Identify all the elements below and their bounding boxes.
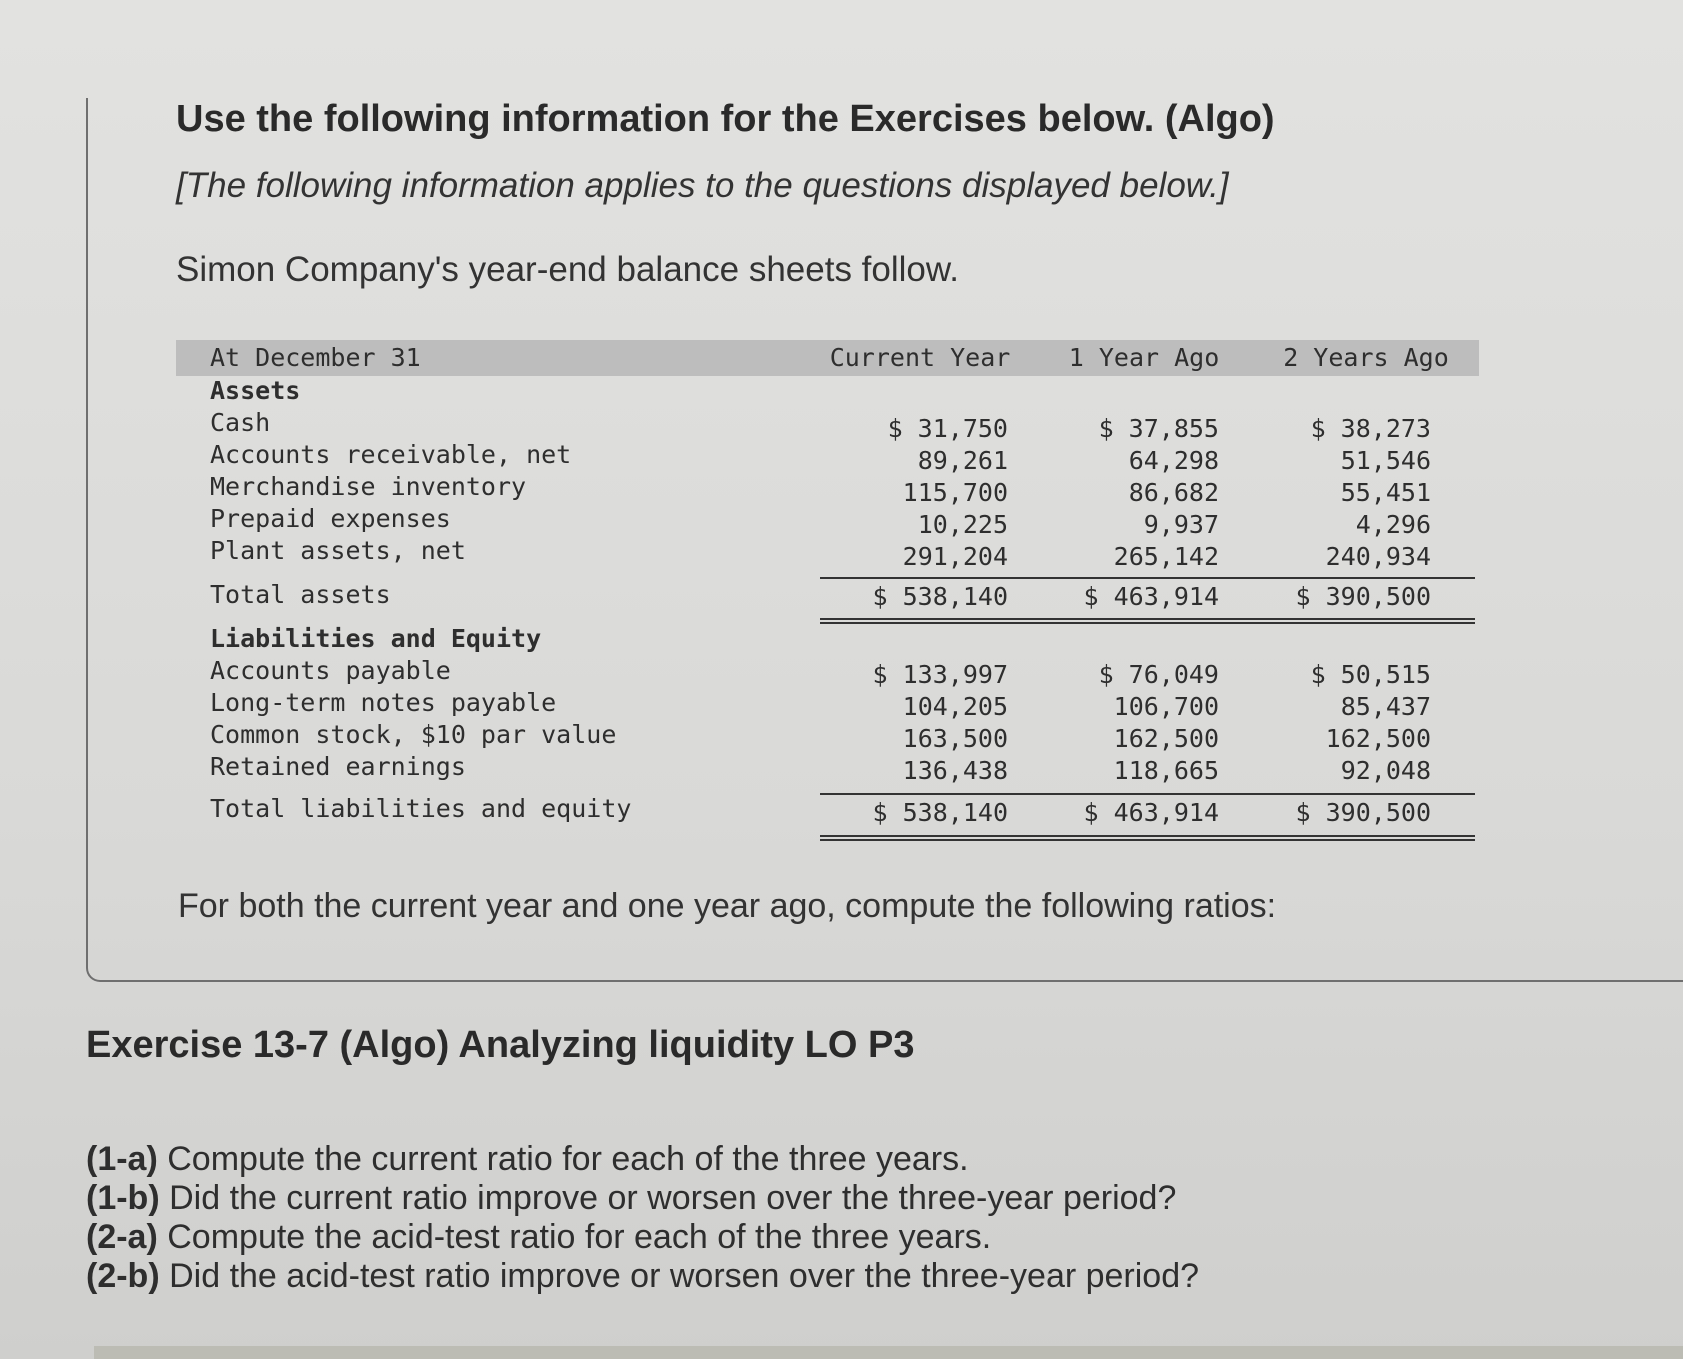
- question-text: Did the current ratio improve or worsen over the three-year period?: [169, 1179, 1177, 1217]
- liabilities-heading: Liabilities and Equity: [210, 624, 542, 653]
- exercise-title: Exercise 13-7 (Algo) Analyzing liquidity LO P3: [86, 1024, 915, 1066]
- total-liabilities-value: $ 538,140: [872, 798, 1008, 827]
- row-label: Long-term notes payable: [210, 688, 557, 717]
- question-tag: (1-b): [86, 1179, 160, 1217]
- row-value: $ 31,750: [887, 414, 1008, 443]
- row-value: $ 50,515: [1310, 660, 1431, 689]
- row-label: Common stock, $10 par value: [210, 720, 617, 749]
- row-value: 55,451: [1340, 478, 1431, 507]
- total-double-rule: [820, 835, 1475, 841]
- page-title: Use the following information for the Exercises below. (Algo): [176, 98, 1275, 140]
- ratio-prompt: For both the current year and one year ago, compute the following ratios:: [178, 887, 1277, 925]
- column-header-1-year-ago: 1 Year Ago: [1068, 343, 1220, 372]
- question-list: [86, 1140, 1199, 1296]
- row-label: Accounts payable: [210, 656, 451, 685]
- row-value: 10,225: [917, 510, 1008, 539]
- row-value: 64,298: [1128, 446, 1219, 475]
- balance-sheet-table: [176, 340, 1479, 850]
- row-value: 89,261: [917, 446, 1008, 475]
- row-label: Cash: [210, 408, 271, 437]
- question-tag: (1-a): [86, 1140, 158, 1178]
- total-assets-value: $ 538,140: [872, 582, 1008, 611]
- row-value: $ 76,049: [1098, 660, 1219, 689]
- question-item: [86, 1179, 1199, 1218]
- row-value: $ 38,273: [1310, 414, 1431, 443]
- question-item: [86, 1257, 1199, 1296]
- subtotal-rule: [820, 577, 1475, 579]
- total-double-rule: [820, 618, 1475, 624]
- total-assets-value: $ 463,914: [1083, 582, 1219, 611]
- row-label: Prepaid expenses: [210, 504, 451, 533]
- row-value: 240,934: [1325, 542, 1431, 571]
- row-label: Retained earnings: [210, 752, 466, 781]
- row-value: 9,937: [1143, 510, 1219, 539]
- total-liabilities-label: Total liabilities and equity: [210, 794, 632, 823]
- row-value: 4,296: [1355, 510, 1431, 539]
- row-value: 162,500: [1113, 724, 1219, 753]
- row-value: $ 37,855: [1098, 414, 1219, 443]
- total-liabilities-value: $ 390,500: [1295, 798, 1431, 827]
- question-text: Compute the current ratio for each of the three years.: [167, 1140, 969, 1178]
- row-value: 85,437: [1340, 692, 1431, 721]
- row-label: Accounts receivable, net: [210, 440, 572, 469]
- row-value: 118,665: [1113, 756, 1219, 785]
- row-value: 86,682: [1128, 478, 1219, 507]
- page-subtitle: [The following information applies to the questions displayed below.]: [176, 166, 1229, 205]
- total-assets-value: $ 390,500: [1295, 582, 1431, 611]
- row-label: Plant assets, net: [210, 536, 466, 565]
- question-text: Did the acid-test ratio improve or worsen over the three-year period?: [169, 1257, 1200, 1295]
- question-text: Compute the acid-test ratio for each of the three years.: [167, 1218, 992, 1256]
- column-header-current-year: Current Year: [829, 343, 1011, 372]
- question-tag: (2-a): [86, 1218, 158, 1256]
- subtotal-rule: [820, 793, 1475, 795]
- row-value: 104,205: [902, 692, 1008, 721]
- row-value: 51,546: [1340, 446, 1431, 475]
- question-item: [86, 1218, 1199, 1257]
- intro-text: Simon Company's year-end balance sheets follow.: [176, 250, 959, 289]
- column-header-2-years-ago: 2 Years Ago: [1283, 343, 1449, 372]
- row-value: 291,204: [902, 542, 1008, 571]
- row-value: 265,142: [1113, 542, 1219, 571]
- row-value: 106,700: [1113, 692, 1219, 721]
- total-liabilities-value: $ 463,914: [1083, 798, 1219, 827]
- row-value: 162,500: [1325, 724, 1431, 753]
- row-value: 92,048: [1340, 756, 1431, 785]
- header-label: At December 31: [210, 343, 421, 372]
- question-item: [86, 1140, 1199, 1179]
- row-value: $ 133,997: [872, 660, 1008, 689]
- row-value: 115,700: [902, 478, 1008, 507]
- assets-heading: Assets: [210, 376, 301, 405]
- row-value: 136,438: [902, 756, 1008, 785]
- total-assets-label: Total assets: [210, 580, 391, 609]
- row-label: Merchandise inventory: [210, 472, 527, 501]
- question-tag: (2-b): [86, 1257, 160, 1295]
- row-value: 163,500: [902, 724, 1008, 753]
- bottom-edge-band: [94, 1346, 1683, 1359]
